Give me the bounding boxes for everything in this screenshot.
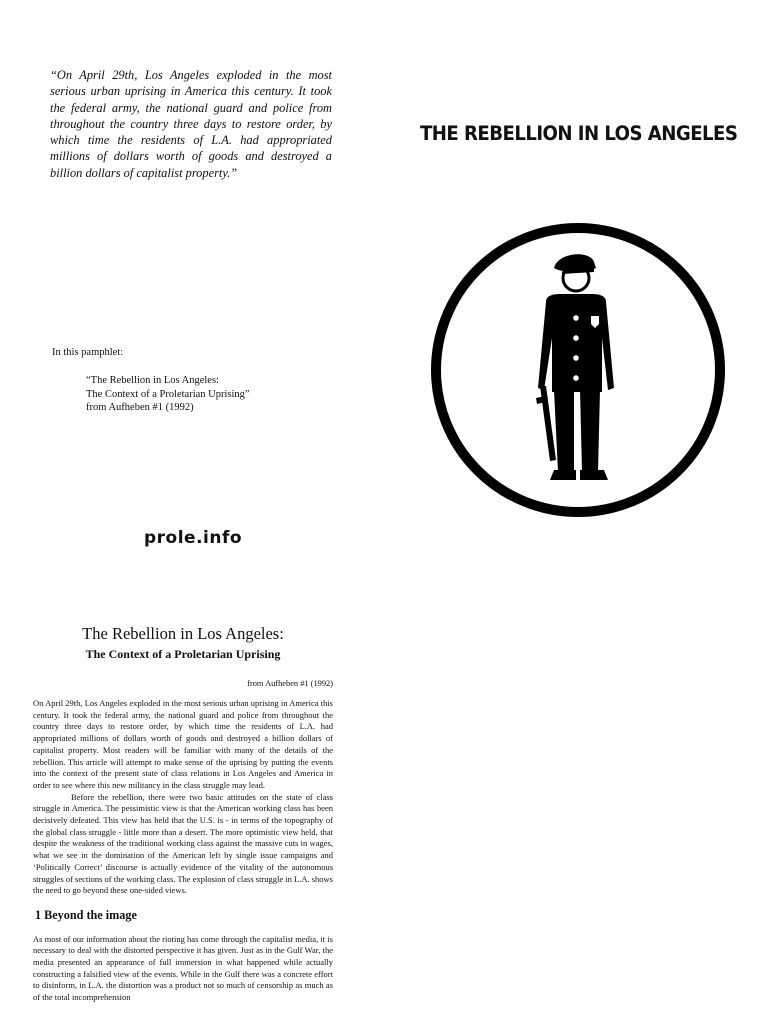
article-paragraph: As most of our information about the rioting has come through the capitalist media, it is necessary to deal with the distorted perspective it has given. Just as in the Gulf War, the media presented an appearance of full immersion in what happened while actually constructing a falsified view of the events. While in the Gulf there was a concrete effort to disinform, in L.A. the distortion was a product not so much of censorship as much as of the total incomprehension xyxy=(33,933,333,1003)
contents-line: from Aufheben #1 (1992) xyxy=(86,402,194,413)
contents-line: “The Rebellion in Los Angeles: xyxy=(86,375,219,386)
article-paragraph: On April 29th, Los Angeles exploded in the most serious urban uprising in America this century. It took the federal army, the national guard and police from throughout the country three days to restore order, by which time the residents of L.A. had appropriated millions of dollars worth of goods and destroyed a billion dollars of capitalist property. Most readers will be familiar with many of the details of the rebellion. This article will attempt to make sense of the uprising by putting the events into the context of the present state of class relations in Los Angeles and America in order to see where this new militancy in the class struggle may lead. xyxy=(33,698,333,790)
contents-list xyxy=(86,374,250,415)
article-source: from Aufheben #1 (1992) xyxy=(247,679,333,688)
article-title: The Rebellion in Los Angeles: xyxy=(82,624,284,643)
section-heading: 1 Beyond the image xyxy=(35,907,137,922)
article-body xyxy=(33,698,333,1004)
site-name: prole.info xyxy=(144,528,243,548)
article-subtitle: The Context of a Proletarian Uprising xyxy=(85,647,281,661)
police-officer-emblem-icon xyxy=(428,220,728,520)
article-paragraph: Before the rebellion, there were two basic attitudes on the state of class struggle in America. The pessimistic view is that the American working class has been decisively defeated. This view has held that the U.S. is - in terms of the topography of the global class struggle - little more than a desert. The more optimistic view held, that despite the weakness of the traditional working class against the massive cuts in wages, what we see in the domination of the American left by single issue campaigns and ‘Politically Correct’ discourse is actually evidence of the vitality of the autonomous struggles of sections of the working class. The explosion of class struggle in L.A. shows the need to go beyond these one-sided views. xyxy=(33,791,333,896)
contents-label: In this pamphlet: xyxy=(52,347,124,358)
article xyxy=(33,624,333,1004)
contents-line: The Context of a Proletarian Uprising” xyxy=(86,388,250,400)
cover-title: THE REBELLION IN LOS ANGELES xyxy=(420,122,738,145)
cover-quote: “On April 29th, Los Angeles exploded in the most serious urban uprising in America this century. It took the federal army, the national guard and police from throughout the country three days to restore order, by which time the residents of L.A. had appropriated millions of dollars worth of goods and destroyed a billion dollars of capitalist property.” xyxy=(50,68,332,180)
